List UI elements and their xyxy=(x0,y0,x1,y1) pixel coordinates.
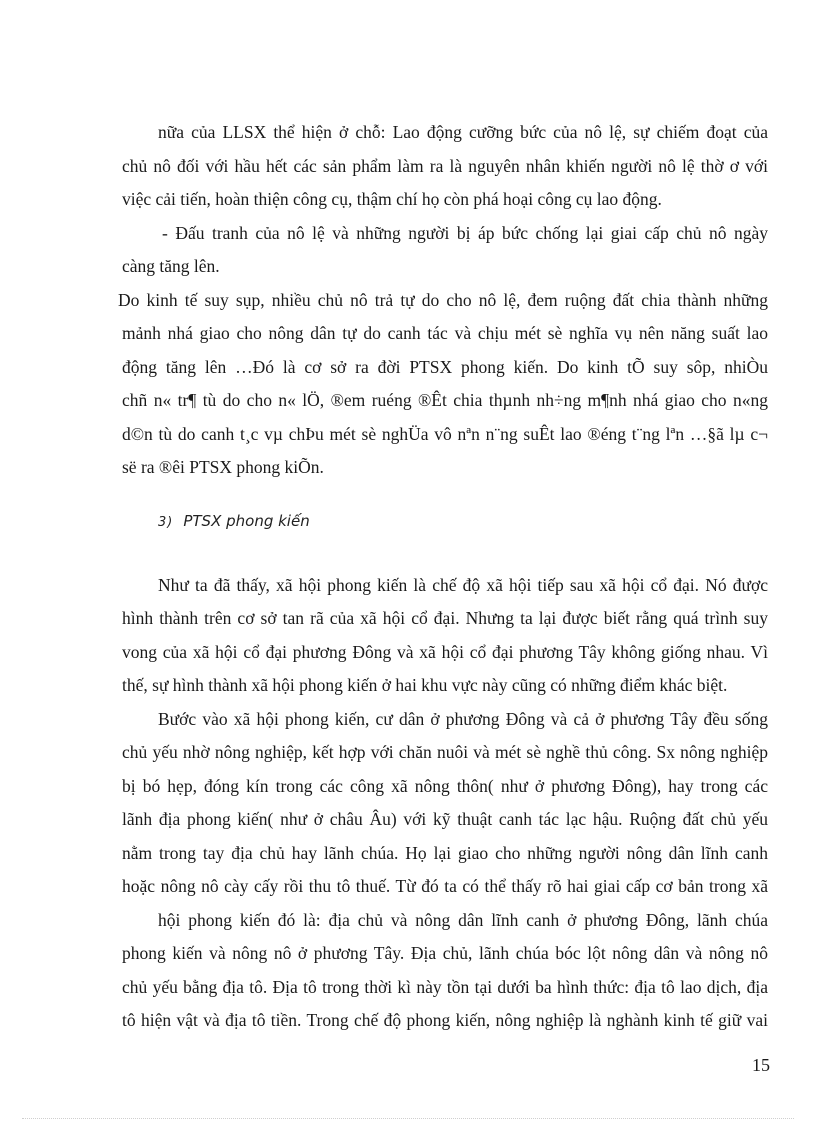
text-line: hình thành trên cơ sở tan rã của xã hội cổ đại. Nhưng ta lại được biết rằng quá trình suy xyxy=(122,608,768,628)
section-title: PTSX phong kiến xyxy=(183,512,310,530)
text-line: càng tăng lên. xyxy=(122,256,220,276)
bullet-line: - Đấu tranh của nô lệ và những người bị áp bức chống lại giai cấp chủ nô ngày xyxy=(162,223,768,243)
text-line: chủ nô đối với hầu hết các sản phẩm làm ra là nguyên nhân khiến người nô lệ thờ ơ với xyxy=(122,156,768,176)
text-line: thế, sự hình thành xã hội phong kiến ở hai khu vực này cũng có những điểm khác biệt. xyxy=(122,675,728,695)
page-number: 15 xyxy=(752,1055,770,1075)
text-line: hội phong kiến đó là: địa chủ và nông dân lĩnh canh ở phương Đông, lãnh chúa xyxy=(158,910,768,930)
section-number: 3) xyxy=(158,515,174,530)
text-line: việc cải tiến, hoàn thiện công cụ, thậm chí họ còn phá hoại công cụ lao động. xyxy=(122,189,662,209)
text-line: nữa của LLSX thể hiện ở chỗ: Lao động cưỡng bức của nô lệ, sự chiếm đoạt của xyxy=(158,122,768,142)
text-line: chủ yếu bằng địa tô. Địa tô trong thời kì này tồn tại dưới ba hình thức: địa tô lao dịch, địa xyxy=(122,977,768,997)
page-bottom-rule xyxy=(22,1118,794,1119)
section-heading xyxy=(158,512,310,530)
text-line: chñ n« tr¶ tù do cho n« lÖ, ®em ruéng ®Êt chia thµnh nh÷ng m¶nh nhá giao cho n«ng xyxy=(122,390,768,410)
text-line: tô hiện vật và địa tô tiền. Trong chế độ phong kiến, nông nghiệp là nghành kinh tế giữ vai xyxy=(122,1010,768,1030)
text-line: Như ta đã thấy, xã hội phong kiến là chế độ xã hội tiếp sau xã hội cổ đại. Nó được xyxy=(158,575,768,595)
text-line: động tăng lên …Đó là cơ sở ra đời PTSX phong kiến. Do kinh tÕ suy sôp, nhiÒu xyxy=(122,357,768,377)
text-line: bị bó hẹp, đóng kín trong các công xã nông thôn( như ở phương Đông), hay trong các xyxy=(122,776,768,796)
text-line: Bước vào xã hội phong kiến, cư dân ở phương Đông và cả ở phương Tây đều sống xyxy=(158,709,768,729)
text-line: d©n tù do canh t¸c vµ chÞu mét sè nghÜa vô nªn n¨ng suÊt lao ®éng t¨ng lªn …§ã lµ c¬ xyxy=(122,424,768,444)
text-line: hoặc nông nô cày cấy rồi thu tô thuế. Từ đó ta có thể thấy rõ hai giai cấp cơ bản trong xã xyxy=(122,876,768,896)
text-line: vong của xã hội cổ đại phương Đông và xã hội cổ đại phương Tây không giống nhau. Vì xyxy=(122,642,768,662)
text-line: lãnh địa phong kiến( như ở châu Âu) với kỹ thuật canh tác lạc hậu. Ruộng đất chủ yếu xyxy=(122,809,768,829)
text-line: mảnh nhá giao cho nông dân tự do canh tác và chịu mét sè nghĩa vụ nên năng suất lao xyxy=(122,323,768,343)
text-line: së ra ®êi PTSX phong kiÕn. xyxy=(122,457,324,477)
text-line: Do kinh tế suy sụp, nhiều chủ nô trả tự do cho nô lệ, đem ruộng đất chia thành những xyxy=(118,290,768,310)
text-line: nằm trong tay địa chủ hay lãnh chúa. Họ lại giao cho những người nông dân lĩnh canh xyxy=(122,843,768,863)
text-line: phong kiến và nông nô ở phương Tây. Địa chủ, lãnh chúa bóc lột nông dân và nông nô xyxy=(122,943,768,963)
text-line: chủ yếu nhờ nông nghiệp, kết hợp với chăn nuôi và mét sè nghề thủ công. Sx nông nghiệp xyxy=(122,742,768,762)
